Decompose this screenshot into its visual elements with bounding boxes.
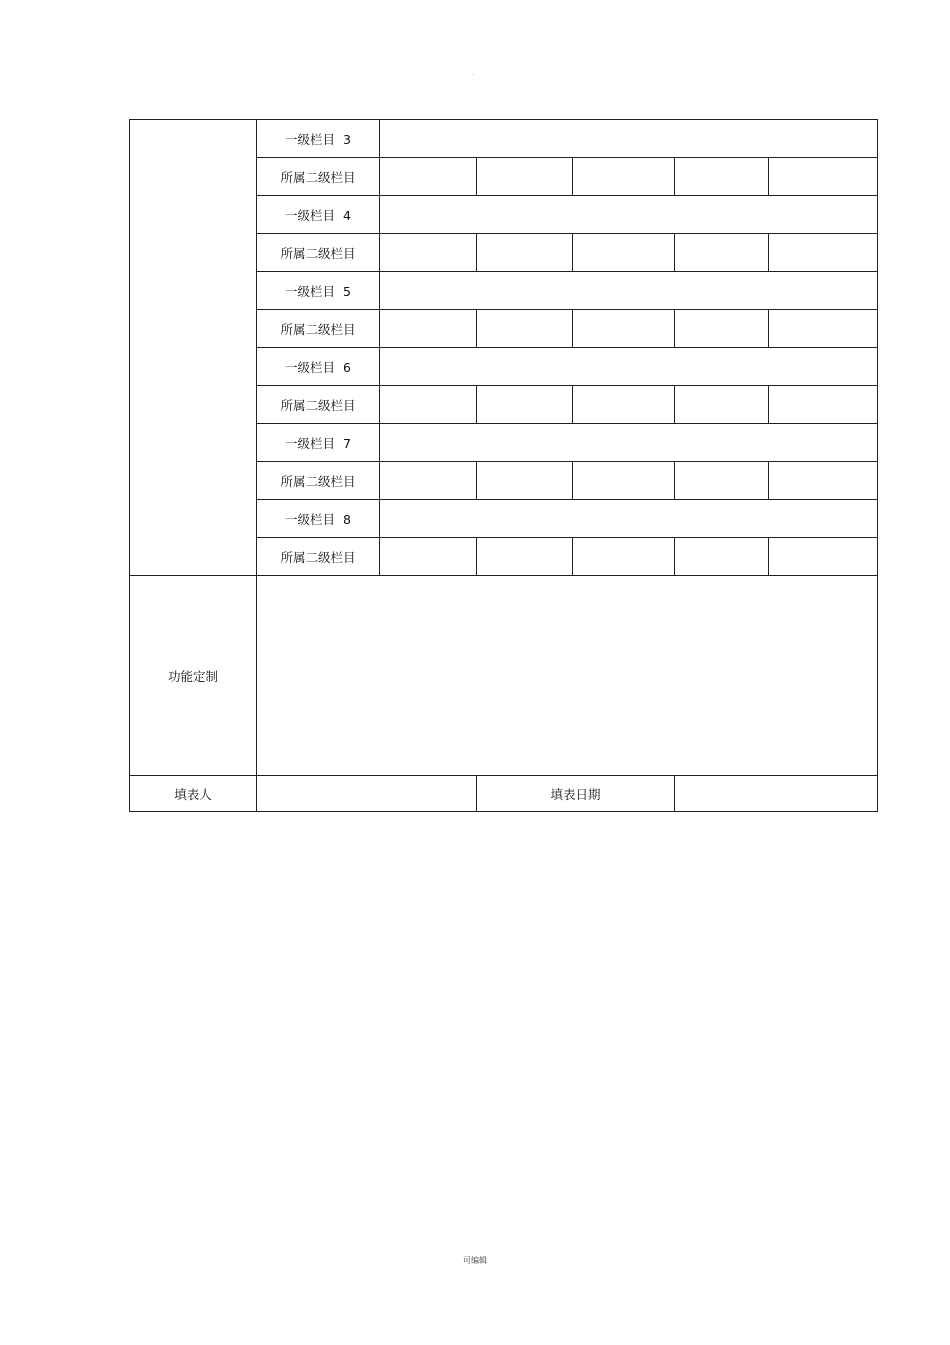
level2-label-cell [257, 234, 380, 272]
level2-label: 所属二级栏目 [280, 549, 356, 565]
level1-label: 一级栏目 [285, 511, 336, 527]
level2-value-cell[interactable] [573, 234, 675, 272]
level2-value-cell[interactable] [573, 310, 675, 348]
level1-number: 5 [343, 283, 351, 299]
function-label: 功能定制 [167, 668, 218, 684]
level1-number: 4 [343, 207, 351, 223]
level1-value-cell[interactable] [380, 424, 878, 462]
level2-value-cell[interactable] [675, 158, 769, 196]
fill-date-value-cell[interactable] [675, 776, 878, 812]
level2-value-cell[interactable] [769, 158, 878, 196]
level2-value-cell[interactable] [477, 386, 573, 424]
filler-label-cell [130, 776, 257, 812]
level1-number: 6 [343, 359, 351, 375]
level1-value-cell[interactable] [380, 272, 878, 310]
level2-label: 所属二级栏目 [280, 245, 356, 261]
level2-value-cell[interactable] [675, 386, 769, 424]
level1-label-cell [257, 500, 380, 538]
level2-value-cell[interactable] [573, 386, 675, 424]
level1-label-cell [257, 196, 380, 234]
level2-label: 所属二级栏目 [280, 169, 356, 185]
level1-label: 一级栏目 [285, 435, 336, 451]
level1-label-cell [257, 272, 380, 310]
footer-editable-note: 可编辑 [463, 1256, 487, 1265]
level2-value-cell[interactable] [380, 538, 477, 576]
level2-value-cell[interactable] [380, 462, 477, 500]
level1-number: 7 [343, 435, 351, 451]
level2-value-cell[interactable] [477, 462, 573, 500]
level1-label: 一级栏目 [285, 207, 336, 223]
level2-value-cell[interactable] [769, 538, 878, 576]
level2-label: 所属二级栏目 [280, 473, 356, 489]
level2-label-cell [257, 310, 380, 348]
level2-value-cell[interactable] [380, 310, 477, 348]
level2-value-cell[interactable] [477, 234, 573, 272]
level2-value-cell[interactable] [769, 310, 878, 348]
level2-value-cell[interactable] [769, 234, 878, 272]
level2-value-cell[interactable] [769, 386, 878, 424]
level2-value-cell[interactable] [573, 462, 675, 500]
level2-label-cell [257, 462, 380, 500]
filler-row [130, 776, 878, 812]
form-table [129, 119, 878, 812]
level1-row [130, 120, 878, 158]
level2-label-cell [257, 158, 380, 196]
level2-label: 所属二级栏目 [280, 397, 356, 413]
level2-value-cell[interactable] [769, 462, 878, 500]
level2-label: 所属二级栏目 [280, 321, 356, 337]
level1-value-cell[interactable] [380, 196, 878, 234]
level2-value-cell[interactable] [380, 234, 477, 272]
level2-value-cell[interactable] [675, 234, 769, 272]
level1-label: 一级栏目 [285, 131, 336, 147]
level2-value-cell[interactable] [675, 462, 769, 500]
level1-value-cell[interactable] [380, 500, 878, 538]
level2-value-cell[interactable] [477, 158, 573, 196]
level1-label: 一级栏目 [285, 359, 336, 375]
level1-number: 3 [343, 131, 351, 147]
level2-value-cell[interactable] [380, 158, 477, 196]
level2-value-cell[interactable] [477, 310, 573, 348]
level1-label-cell [257, 348, 380, 386]
page-top-mark: · [472, 72, 474, 79]
level2-value-cell[interactable] [675, 538, 769, 576]
level2-value-cell[interactable] [573, 538, 675, 576]
level2-label-cell [257, 538, 380, 576]
level1-label-cell [257, 120, 380, 158]
section-label-cell [130, 120, 257, 576]
level1-label: 一级栏目 [285, 283, 336, 299]
level1-value-cell[interactable] [380, 120, 878, 158]
level2-value-cell[interactable] [477, 538, 573, 576]
level1-value-cell[interactable] [380, 348, 878, 386]
fill-date-label-cell [477, 776, 675, 812]
level2-value-cell[interactable] [573, 158, 675, 196]
level1-label-cell [257, 424, 380, 462]
fill-date-label: 填表日期 [550, 786, 601, 802]
function-label-cell [130, 576, 257, 776]
level1-number: 8 [343, 511, 351, 527]
filler-label: 填表人 [174, 786, 212, 802]
function-value-cell[interactable] [257, 576, 878, 776]
function-row [130, 576, 878, 776]
level2-label-cell [257, 386, 380, 424]
level2-value-cell[interactable] [380, 386, 477, 424]
level2-value-cell[interactable] [675, 310, 769, 348]
filler-value-cell[interactable] [257, 776, 477, 812]
